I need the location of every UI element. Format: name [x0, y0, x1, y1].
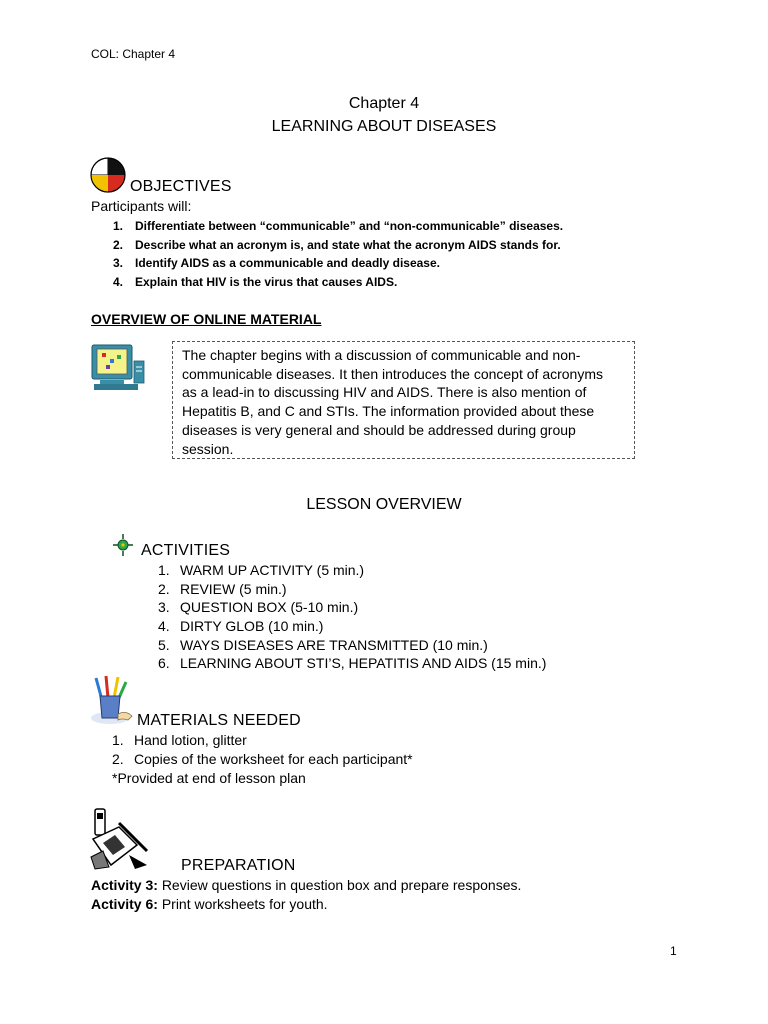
lesson-overview-heading: LESSON OVERVIEW	[306, 496, 462, 513]
activities-list	[158, 561, 546, 673]
preparation-heading: PREPARATION	[181, 857, 296, 874]
chapter-number: Chapter 4	[348, 95, 420, 112]
objectives-heading: OBJECTIVES	[130, 178, 232, 195]
materials-heading: MATERIALS NEEDED	[137, 712, 301, 729]
preparation-row-label: Activity 3:	[91, 877, 158, 893]
medicine-wheel-icon	[90, 157, 126, 193]
computer-icon	[90, 343, 148, 393]
list-item: 1. WARM UP ACTIVITY (5 min.)	[158, 562, 365, 578]
overview-line: diseases is very general and should be addressed during group	[182, 421, 576, 438]
preparation-row	[91, 877, 521, 893]
materials-note: *Provided at end of lesson plan	[112, 770, 306, 786]
overview-line: as a lead-in to discussing HIV and AIDS. There is also mention of	[182, 384, 587, 401]
objectives-list	[113, 217, 563, 292]
pencil-cup-icon	[90, 674, 134, 726]
list-item: 1. Hand lotion, glitter	[112, 732, 247, 748]
activities-heading: ACTIVITIES	[141, 542, 231, 559]
list-item: 1. Differentiate between “communicable” and “non-communicable” diseases.	[113, 219, 564, 233]
online-overview-box	[172, 341, 635, 459]
preparation-row-text: Print worksheets for youth.	[161, 896, 328, 912]
overview-line: Hepatitis B, and C and STIs. The information provided about these	[182, 403, 595, 420]
preparation-row-label: Activity 6:	[91, 896, 158, 912]
chapter-title: LEARNING ABOUT DISEASES	[271, 118, 497, 135]
list-item: 3. Identify AIDS as a communicable and deadly disease.	[113, 256, 440, 271]
list-item: 3. QUESTION BOX (5-10 min.)	[158, 599, 359, 616]
page-number: 1	[670, 944, 677, 958]
page-header: COL: Chapter 4	[91, 47, 176, 61]
objectives-intro: Participants will:	[91, 198, 192, 214]
preparation-row-text: Review questions in question box and prepare responses.	[161, 877, 522, 893]
list-item: 6. LEARNING ABOUT STI’S, HEPATITIS AND AIDS (15 min.)	[158, 655, 547, 672]
list-item: 4. DIRTY GLOB (10 min.)	[158, 618, 324, 635]
preparation-row	[91, 896, 328, 912]
online-overview-heading: OVERVIEW OF ONLINE MATERIAL	[91, 311, 322, 327]
sparkle-figure-icon	[112, 533, 134, 557]
tools-clipart-icon	[89, 805, 153, 871]
list-item: 5. WAYS DISEASES ARE TRANSMITTED (10 min.)	[158, 636, 488, 653]
overview-line: session.	[182, 440, 234, 457]
list-item: 2. Describe what an acronym is, and state what the acronym AIDS stands for.	[113, 237, 561, 252]
overview-line: The chapter begins with a discussion of communicable and non-	[182, 347, 581, 363]
list-item: 2. REVIEW (5 min.)	[158, 580, 287, 597]
overview-line: communicable diseases. It then introduces the concept of acronyms	[182, 365, 603, 382]
list-item: 2. Copies of the worksheet for each participant*	[112, 750, 413, 767]
list-item: 4. Explain that HIV is the virus that causes AIDS.	[113, 275, 398, 290]
materials-list	[112, 731, 413, 768]
